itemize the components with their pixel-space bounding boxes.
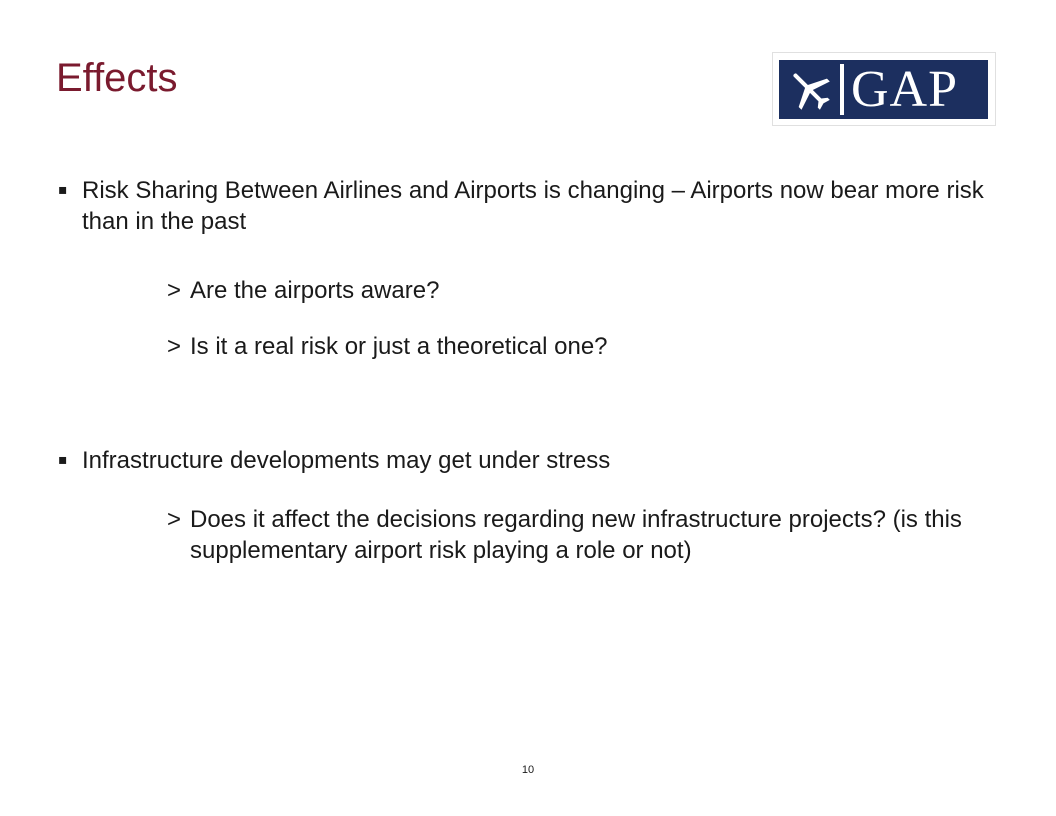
subpoint-text: Is it a real risk or just a theoretical one? <box>190 333 608 360</box>
airplane-icon <box>785 65 835 115</box>
subpoint-marker: > <box>167 277 182 304</box>
logo-text: GAP <box>851 61 959 118</box>
bullet-marker: ▪ <box>58 182 68 198</box>
logo-divider <box>840 64 844 115</box>
subpoint-real-risk <box>167 331 997 362</box>
subpoint-text: Are the airports aware? <box>190 277 440 304</box>
slide-title: Effects <box>56 56 178 100</box>
bullet-text: Risk Sharing Between Airlines and Airports is changing – Airports now bear more risk than in the past <box>82 177 984 235</box>
bullet-marker: ▪ <box>58 452 68 468</box>
subpoint-marker: > <box>167 506 182 533</box>
subpoint-text: Does it affect the decisions regarding new infrastructure projects? (is this supplementary airport risk playing a role or not) <box>190 506 962 564</box>
subpoint-infrastructure-decisions <box>167 504 997 566</box>
page-number: 10 <box>521 764 535 776</box>
gap-logo <box>772 52 996 126</box>
logo-box <box>779 60 988 119</box>
bullet-risk-sharing <box>58 175 1008 237</box>
subpoint-airports-aware <box>167 275 997 306</box>
bullet-infrastructure <box>58 445 1008 476</box>
bullet-text: Infrastructure developments may get under stress <box>82 447 611 474</box>
subpoint-marker: > <box>167 333 182 360</box>
